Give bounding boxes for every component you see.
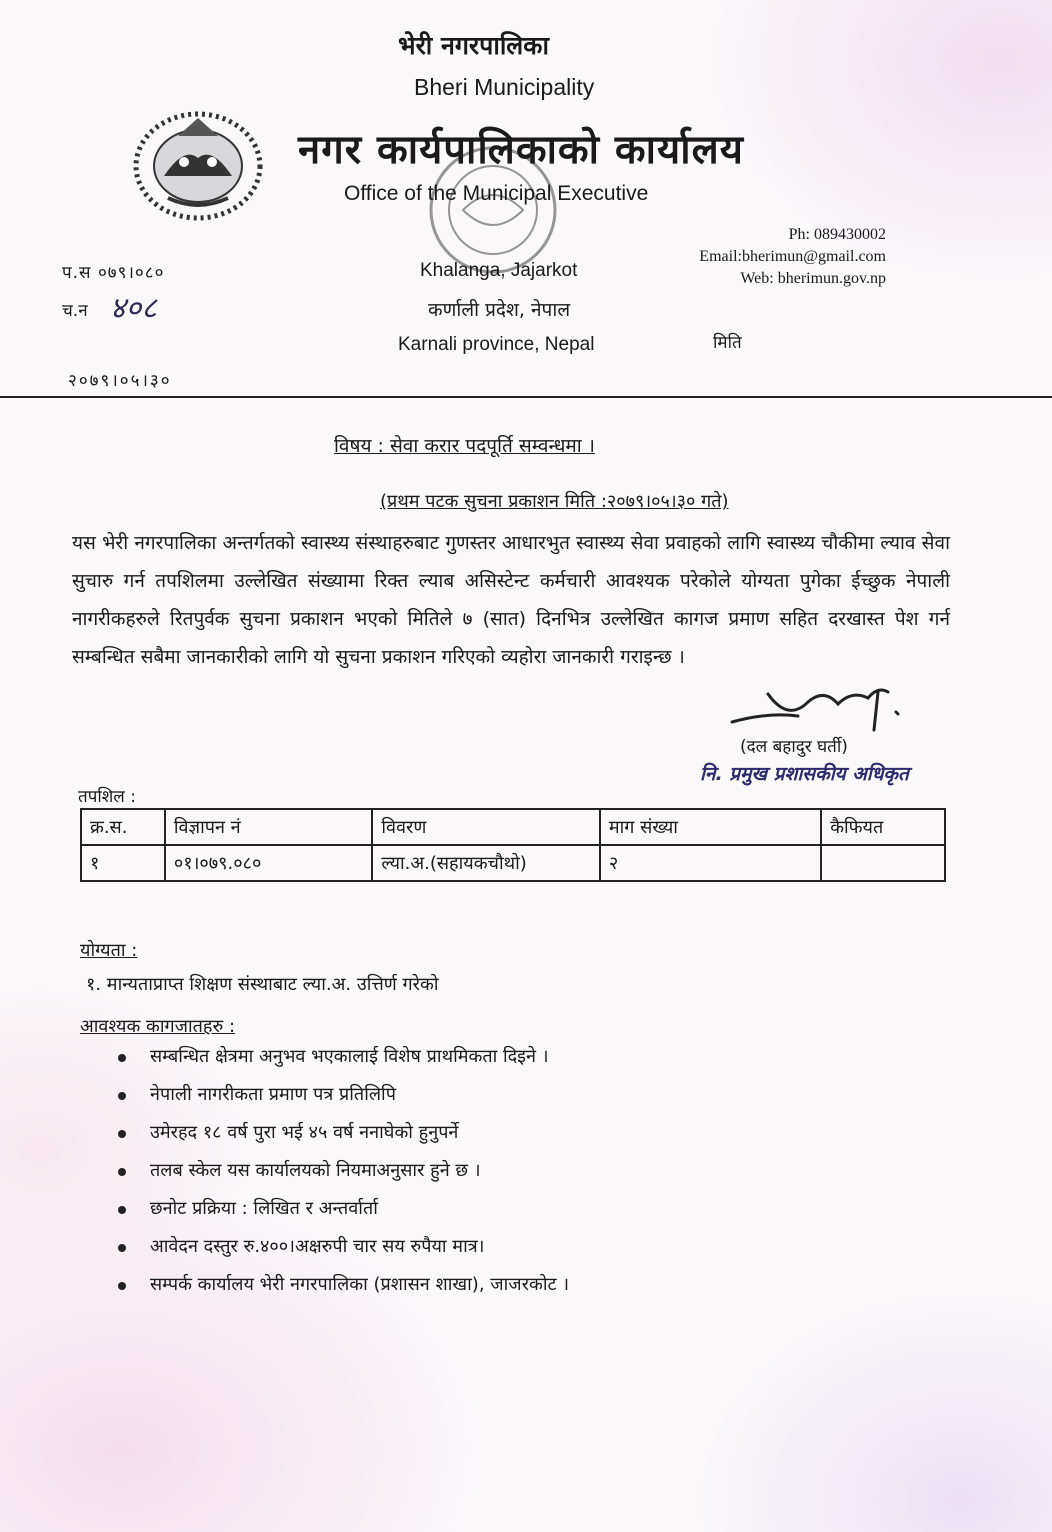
office-name-en: Office of the Municipal Executive bbox=[344, 182, 649, 205]
notice-body: यस भेरी नगरपालिका अन्तर्गतको स्वास्थ्य संस्थाहरुबाट गुणस्तर आधारभुत स्वास्थ्य सेवा प्रवाहको लागि स्वास्थ्य चौकीमा ल्याव सेवा सुचारु गर्न तपशिलमा उल्लेखित संख्यामा रिक्त ल्याब असिस्टेन्ट कर्मचारी आवश्यक परेकोले योग्यता पुगेका ईच्छुक नेपाली नागरीकहरुले रितपुर्वक सुचना प्रकाशन भएको मितिले ७ (सात) दिनभित्र उल्लेखित कागज प्रमाण सहित दरखास्त पेश गर्न सम्बन्धित सबैमा जानकारीको लागि यो सुचना प्रकाशन गरिएको व्यहोरा जानकारी गराइन्छ । bbox=[72, 532, 950, 668]
province-en: Karnali province, Nepal bbox=[398, 334, 595, 355]
nepal-emblem-icon bbox=[124, 106, 272, 224]
table-header-row bbox=[81, 809, 945, 845]
table-cell: ल्या.अ.(सहायकचौथो) bbox=[372, 845, 600, 881]
list-item: उमेरहद १८ वर्ष पुरा भई ४५ वर्ष ननाघेको हुनुपर्ने bbox=[118, 1116, 569, 1154]
website: Web: bherimun.gov.np bbox=[740, 270, 886, 287]
table-header-cell: विज्ञापन नं bbox=[165, 809, 372, 845]
table-header-cell: क्र.स. bbox=[81, 809, 165, 845]
qualification-heading: योग्यता : bbox=[80, 940, 138, 961]
publication-date: (प्रथम पटक सुचना प्रकाशन मिति :२०७९।०५।३० गते) bbox=[380, 491, 729, 512]
header-divider bbox=[0, 396, 1052, 398]
patra-sankhya: प.स ०७९।०८० bbox=[62, 263, 165, 283]
table-cell: १ bbox=[81, 845, 165, 881]
date-label: मिति bbox=[713, 333, 742, 353]
chalani-label: च.न bbox=[62, 301, 88, 321]
table-cell: २ bbox=[600, 845, 821, 881]
list-item: छनोट प्रक्रिया : लिखित र अन्तर्वार्ता bbox=[118, 1192, 569, 1230]
signature bbox=[728, 682, 908, 738]
letter-date: २०७९।०५।३० bbox=[68, 371, 172, 391]
signatory-title: नि. प्रमुख प्रशासकीय अधिकृत bbox=[700, 763, 909, 785]
phone-number: Ph: 089430002 bbox=[788, 226, 886, 243]
table-header-cell: कैफियत bbox=[821, 809, 945, 845]
documents-heading: आवश्यक कागजातहरु : bbox=[80, 1016, 236, 1037]
office-name-np: नगर कार्यपालिकाको कार्यालय bbox=[298, 127, 744, 173]
table-cell bbox=[821, 845, 945, 881]
email-address: Email:bherimun@gmail.com bbox=[699, 248, 886, 265]
vacancy-table bbox=[80, 808, 946, 882]
table-row bbox=[81, 845, 945, 881]
municipality-name-en: Bheri Municipality bbox=[414, 74, 595, 100]
list-item: सम्बन्धित क्षेत्रमा अनुभव भएकालाई विशेष प्राथमिकता दिइने । bbox=[118, 1040, 569, 1078]
schedule-label: तपशिल : bbox=[78, 787, 136, 807]
table-header-cell: विवरण bbox=[372, 809, 600, 845]
qualification-item: १. मान्यताप्राप्त शिक्षण संस्थाबाट ल्या.अ. उत्तिर्ण गरेको bbox=[86, 974, 439, 995]
office-location: Khalanga, Jajarkot bbox=[420, 260, 578, 281]
list-item: तलब स्केल यस कार्यालयको नियमाअनुसार हुने छ । bbox=[118, 1154, 569, 1192]
municipality-name-np: भेरी नगरपालिका bbox=[398, 31, 549, 60]
province-np: कर्णाली प्रदेश, नेपाल bbox=[428, 299, 571, 321]
chalani-number: ४०८ bbox=[110, 291, 157, 326]
table-cell: ०१।०७९.०८० bbox=[165, 845, 372, 881]
documents-list bbox=[118, 1040, 569, 1306]
signatory-name: (दल बहादुर घर्ती) bbox=[740, 737, 848, 757]
table-header-cell: माग संख्या bbox=[600, 809, 821, 845]
subject-line: विषय : सेवा करार पदपूर्ति सम्वन्धमा । bbox=[334, 435, 595, 457]
list-item: आवेदन दस्तुर रु.४००।अक्षरुपी चार सय रुपैया मात्र। bbox=[118, 1230, 569, 1268]
list-item: सम्पर्क कार्यालय भेरी नगरपालिका (प्रशासन शाखा), जाजरकोट । bbox=[118, 1268, 569, 1306]
list-item: नेपाली नागरीकता प्रमाण पत्र प्रतिलिपि bbox=[118, 1078, 569, 1116]
